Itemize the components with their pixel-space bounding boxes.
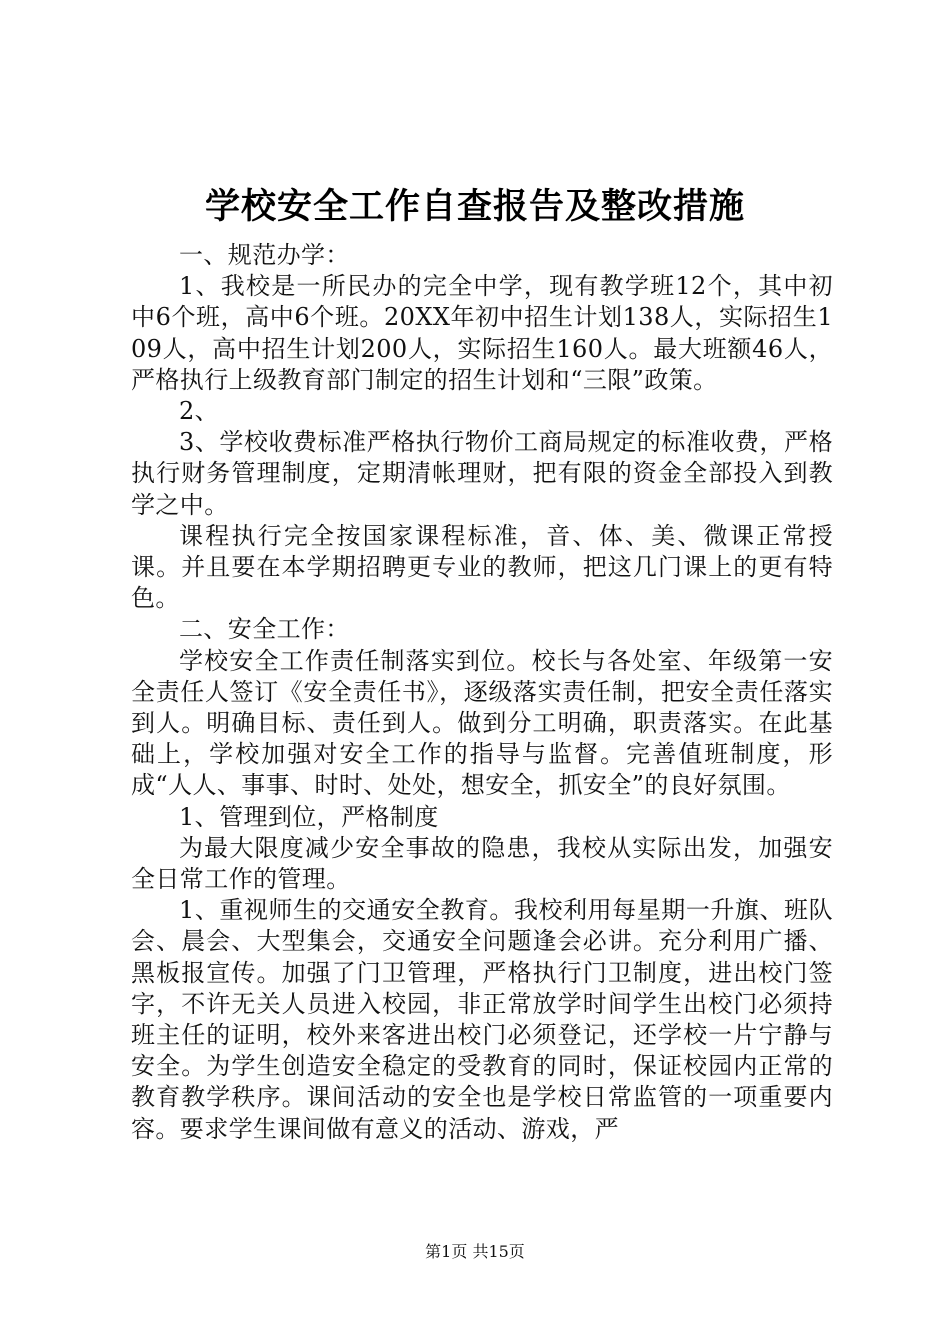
paragraph-safety-responsibility: 学校安全工作责任制落实到位。校长与各处室、年级第一安全责任人签订《安全责任书》，逐级落实责任制，把安全责任落实到人。明确目标、责任到人。做到分工明确，职责落实。在此基础上，学校加强对安全工作的指导与监督。完善值班制度，形成“人人、事事、时时、处处，想安全，抓安全”的良好氛围。 [131, 646, 833, 800]
document-title: 学校安全工作自查报告及整改措施 [204, 186, 745, 227]
section-heading-regulated-schooling: 一、规范办学： [179, 241, 350, 269]
paragraph-fees: 3、学校收费标准严格执行物价工商局规定的标准收费，严格执行财务管理制度，定期清帐理财，把有限的资金全部投入到教学之中。 [131, 428, 833, 519]
paragraph-curriculum: 课程执行完全按国家课程标准，音、体、美、微课正常授课。并且要在本学期招聘更专业的教师，把这几门课上的更有特色。 [131, 521, 833, 613]
page-footer: 第1页 共15页 [425, 1242, 525, 1261]
paragraph-daily-management: 为最大限度减少安全事故的隐患，我校从实际出发，加强安全日常工作的管理。 [131, 833, 833, 894]
subheading-management: 1、管理到位，严格制度 [179, 802, 439, 831]
section-heading-safety-work: 二、安全工作： [179, 615, 350, 644]
paragraph-item-2: 2、 [179, 397, 220, 426]
paragraph-enrollment: 1、我校是一所民办的完全中学，现有教学班12个，其中初中6个班，高中6个班。20XX年初中招生计划138人，实际招生109人，高中招生计划200人，实际招生160人。最大班额46人，严格执行上级教育部门制定的招生计划和“三限”政策。 [131, 272, 833, 394]
document-body [131, 240, 833, 1145]
paragraph-traffic-safety: 1、重视师生的交通安全教育。我校利用每星期一升旗、班队会、晨会、大型集会，交通安全问题逢会必讲。充分利用广播、黑板报宣传。加强了门卫管理，严格执行门卫制度，进出校门签字，不许无关人员进入校园，非正常放学时间学生出校门必须持班主任的证明，校外来客进出校门必须登记，还学校一片宁静与安全。为学生创造安全稳定的受教育的同时，保证校园内正常的教育教学秩序。课间活动的安全也是学校日常监管的一项重要内容。要求学生课间做有意义的活动、游戏，严 [131, 896, 833, 1143]
